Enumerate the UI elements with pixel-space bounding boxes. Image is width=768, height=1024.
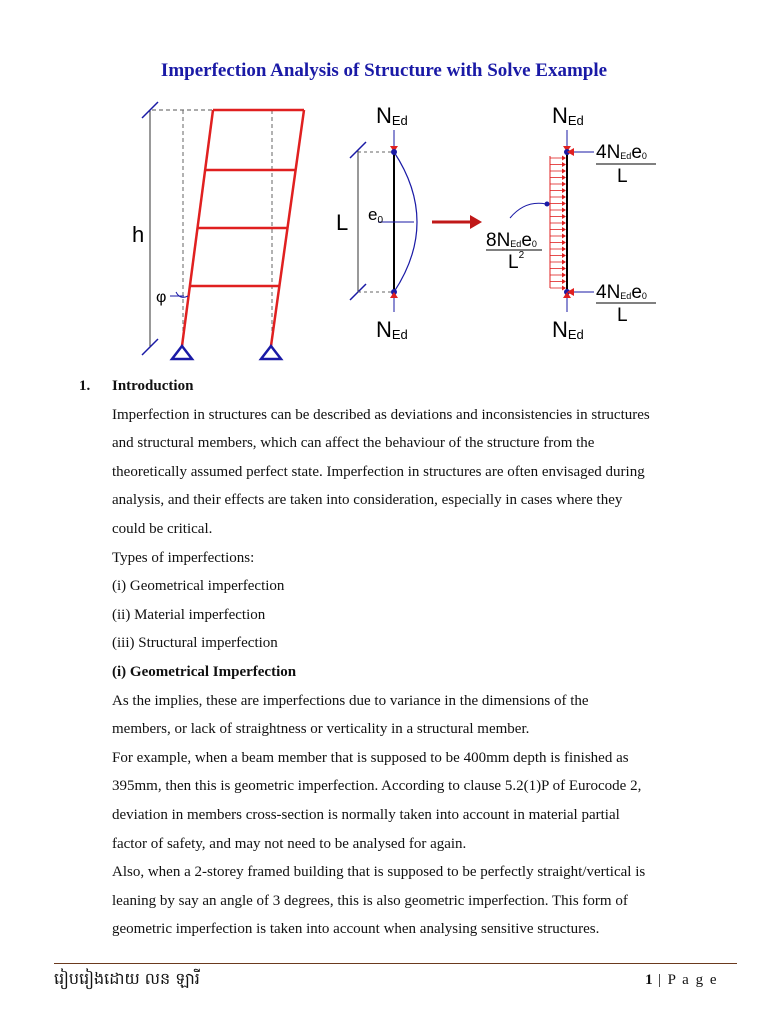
tilt-angle-arc [176, 292, 188, 297]
udl-arrow-head [562, 195, 566, 200]
udl-arrow-head [562, 208, 566, 213]
end-reaction-bottom-den: L [617, 305, 628, 326]
sub-heading: (i) Geometrical Imperfection [112, 663, 297, 680]
section-heading [79, 372, 732, 401]
udl-arrow-head [562, 227, 566, 232]
footer-page [645, 972, 718, 989]
type-item: (iii) Structural imperfection [112, 635, 278, 652]
equivalence-arrow [432, 215, 482, 229]
imperfection-diagram [110, 92, 670, 374]
equivalent-force-top-label: NEd [552, 103, 584, 128]
udl-arrow-head [562, 234, 566, 239]
sway-frame [132, 102, 305, 359]
udl-arrow-head [562, 188, 566, 193]
axial-force-bottom-label: NEd [376, 317, 408, 342]
page-number: 1 [645, 972, 653, 988]
body-line: As the implies, these are imperfections due to variance in the dimensions of the [112, 692, 589, 709]
udl-arrow-head [562, 214, 566, 219]
udl-arrow-head [562, 201, 566, 206]
type-item: (i) Geometrical imperfection [112, 578, 285, 595]
body-line: 395mm, then this is geometric imperfection. According to clause 5.2(1)P of Eurocode 2, [112, 778, 642, 795]
body-line: factor of safety, and may not need to be analysed for again. [112, 835, 467, 852]
end-reaction-top-num: 4NEde0 [596, 142, 647, 163]
udl-arrow-head [562, 260, 566, 265]
member-node-top [391, 149, 397, 155]
body-line: geometric imperfection is taken into account when analysing sensitive structures. [112, 921, 600, 938]
section-title: Introduction [112, 378, 194, 394]
footer-author: រៀបរៀងដោយ លន ឡារី [54, 969, 200, 988]
paragraph-line: and structural members, which can affect the behaviour of the structure from the [112, 435, 595, 452]
tilt-angle-label: φ [156, 289, 167, 306]
udl-arrow-head [562, 175, 566, 180]
udl-arrow-head [562, 266, 566, 271]
type-item: (ii) Material imperfection [112, 606, 266, 623]
distributed-load-leader [510, 203, 546, 218]
udl-arrow-head [562, 221, 566, 226]
paragraph-line: analysis, and their effects are taken into consideration, especially in cases where they [112, 492, 623, 509]
udl-arrow-head [562, 182, 566, 187]
equivalent-force-bottom-label: NEd [552, 317, 584, 342]
udl-arrow-head [562, 156, 566, 161]
paragraph-line: could be critical. [112, 520, 213, 537]
document-body [79, 372, 732, 944]
imperfect-member [336, 103, 417, 342]
body-line: members, or lack of straightness or verticality in a structural member. [112, 721, 530, 738]
frame-height-label: h [132, 222, 145, 247]
pin-support-right [261, 346, 281, 359]
udl-arrow-head [562, 240, 566, 245]
pin-support-left [172, 346, 192, 359]
section-number: 1. [79, 378, 91, 394]
udl-arrow-head [562, 169, 566, 174]
udl-arrow-head [562, 162, 566, 167]
footer-divider [54, 963, 737, 964]
udl-arrow-head [562, 253, 566, 258]
page-label: | P a g e [657, 972, 718, 988]
udl-arrow-head [562, 273, 566, 278]
distributed-load-num: 8NEde0 [486, 230, 537, 251]
imperfection-figure [110, 92, 670, 374]
document-title: Imperfection Analysis of Structure with Solve Example [160, 60, 608, 81]
body-line: deviation in members cross-section is normally taken into account in material partial [112, 806, 620, 823]
udl-arrow-head [562, 279, 566, 284]
end-reaction-top-den: L [617, 166, 628, 187]
paragraph-line: Imperfection in structures can be described as deviations and inconsistencies in structures [112, 406, 650, 423]
body-line: For example, when a beam member that is supposed to be 400mm depth is finished as [112, 749, 629, 766]
body-line: leaning by say an angle of 3 degrees, this is also geometric imperfection. This form of [112, 892, 628, 909]
eccentricity-label: e0 [368, 205, 384, 226]
end-reaction-bottom-num: 4NEde0 [596, 282, 647, 303]
body-line: Also, when a 2-storey framed building that is supposed to be perfectly straight/vertical is [112, 864, 646, 881]
equivalent-loads [486, 103, 656, 342]
distributed-load-arrows [550, 156, 566, 291]
member-length-label: L [336, 210, 349, 235]
udl-arrow-head [562, 247, 566, 252]
types-intro: Types of imperfections: [112, 549, 255, 566]
distributed-load-den: $L^2$ [508, 250, 525, 273]
paragraph-line: theoretically assumed perfect state. Imperfection in structures are often envisaged during [112, 463, 645, 480]
axial-force-top-label: NEd [376, 103, 408, 128]
